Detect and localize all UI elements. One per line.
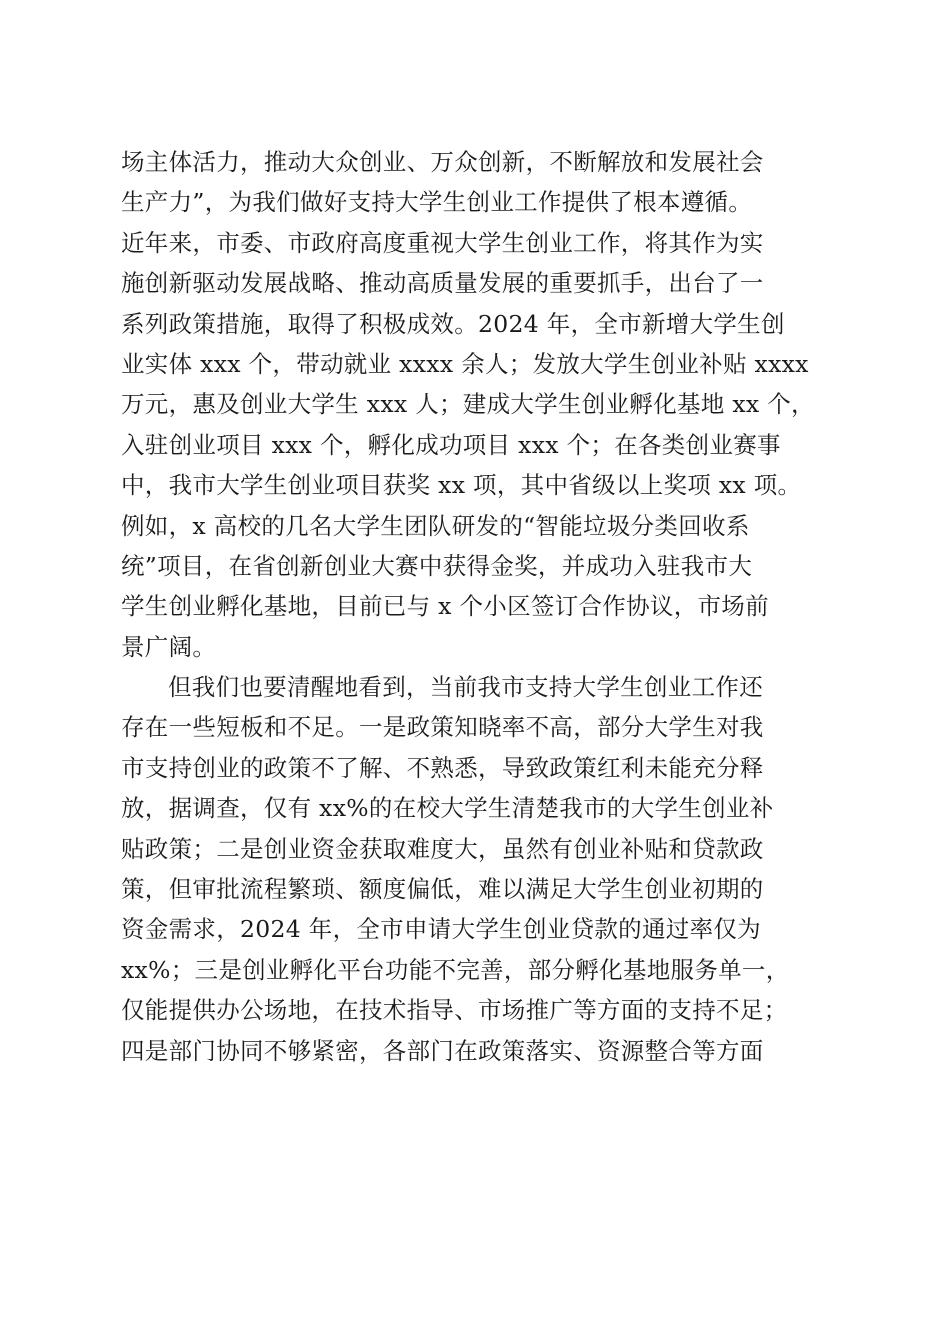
text-line: 但我们也要清醒地看到，当前我市支持大学生创业工作还 (168, 673, 763, 702)
text-line: 市支持创业的政策不了解、不熟悉，导致政策红利未能充分释 (121, 753, 764, 782)
text-line: 例如，x 高校的几名大学生团队研发的“智能垃圾分类回收系 (121, 511, 750, 540)
text-line: 仅能提供办公场地，在技术指导、市场推广等方面的支持不足； (121, 996, 788, 1025)
text-line: 存在一些短板和不足。一是政策知晓率不高，部分大学生对我 (121, 713, 764, 742)
text-line: 施创新驱动发展战略、推动高质量发展的重要抓手，出台了一 (121, 269, 764, 298)
text-line: 入驻创业项目 xxx 个，孵化成功项目 xxx 个；在各类创业赛事 (121, 430, 781, 459)
text-line: 近年来，市委、市政府高度重视大学生创业工作，将其作为实 (121, 228, 764, 257)
text-line: 生产力”，为我们做好支持大学生创业工作提供了根本遵循。 (121, 188, 753, 217)
text-line: xx%；三是创业孵化平台功能不完善，部分孵化基地服务单一， (121, 955, 790, 984)
text-line: 统”项目，在省创新创业大赛中获得金奖，并成功入驻我市大 (121, 551, 753, 580)
text-line: 中，我市大学生创业项目获奖 xx 项，其中省级以上奖项 xx 项。 (121, 471, 802, 500)
text-line: 贴政策；二是创业资金获取难度大，虽然有创业补贴和贷款政 (121, 834, 764, 863)
text-line: 景广阔。 (121, 632, 217, 661)
text-line: 策，但审批流程繁琐、额度偏低，难以满足大学生创业初期的 (121, 875, 764, 904)
text-line: 资金需求，2024 年，全市申请大学生创业贷款的通过率仅为 (121, 915, 761, 944)
text-line: 学生创业孵化基地，目前已与 x 个小区签订合作协议，市场前 (121, 592, 769, 621)
text-line: 放，据调查，仅有 xx%的在校大学生清楚我市的大学生创业补 (121, 794, 774, 823)
text-line: 四是部门协同不够紧密，各部门在政策落实、资源整合等方面 (121, 1036, 764, 1065)
text-line: 场主体活力，推动大众创业、万众创新，不断解放和发展社会 (121, 148, 764, 176)
text-line: 业实体 xxx 个，带动就业 xxxx 余人；发放大学生创业补贴 xxxx (121, 349, 809, 378)
paragraph-2 (121, 667, 831, 1071)
text-line: 万元，惠及创业大学生 xxx 人；建成大学生创业孵化基地 xx 个， (121, 390, 815, 419)
paragraph-1 (121, 142, 831, 667)
body-text (121, 142, 831, 1071)
text-line: 系列政策措施，取得了积极成效。2024 年，全市新增大学生创 (121, 309, 785, 338)
